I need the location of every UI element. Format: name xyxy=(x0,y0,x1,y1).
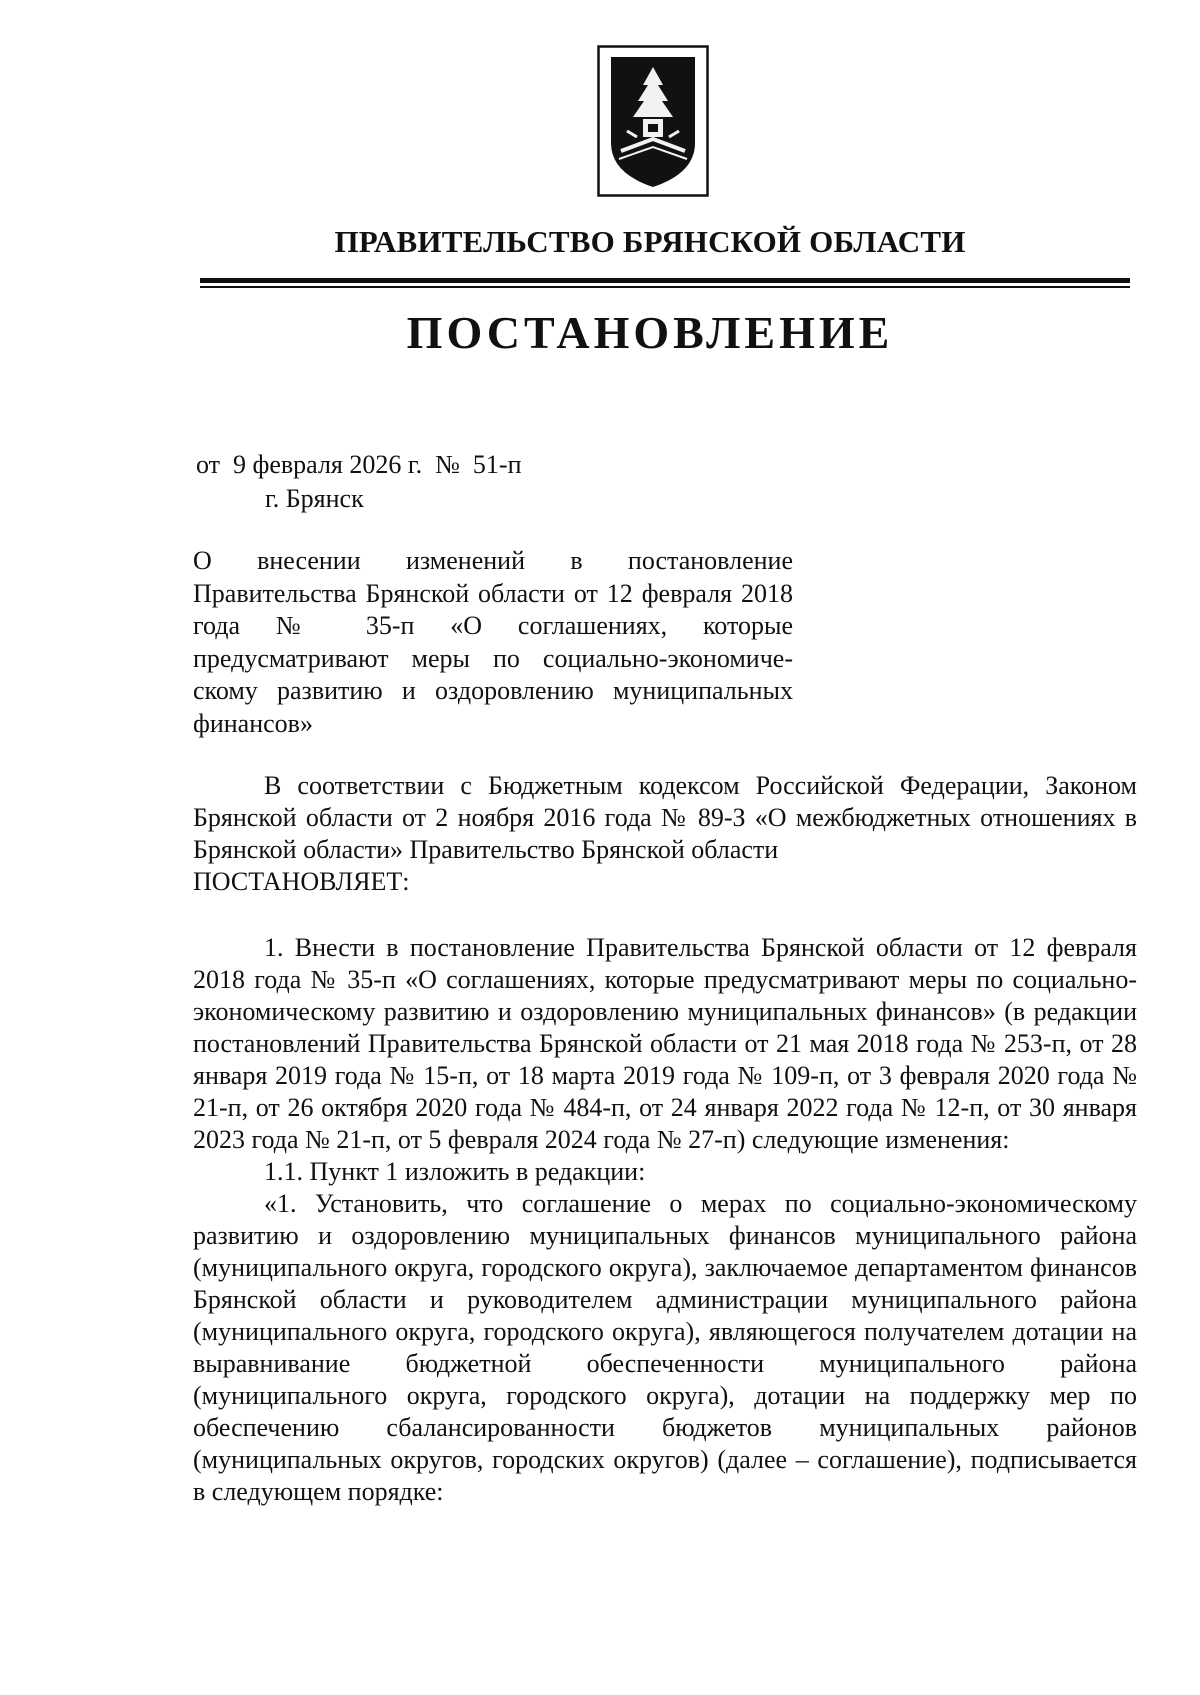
preamble xyxy=(193,770,1137,898)
document-date-number: от 9 февраля 2026 г. № 51-п xyxy=(196,450,522,479)
resolves-word: ПОСТАНОВЛЯЕТ: xyxy=(193,867,410,896)
clause-1-text: «1. Установить, что соглашение о мерах по социально-экономическому развитию и оздоровлению муниципальных финансов муниципального района (муниципального округа, городского округа), заключаемое департаментом финансов Брянской области и руководителем администрации муниципального района (муниципального округа, городского округа), являющегося получателем дотации на выравнивание бюджетной обеспеченности муниципального района (муниципального округа, городского округа), дотации на поддержку мер по обеспечению сбалансированности бюджетов муниципальных районов (муниципальных округов, городских округов) (далее – соглашение), подписывается в следующем порядке: xyxy=(193,1189,1137,1506)
preamble-text: В соответствии с Бюджетным кодексом Российской Федерации, Законом Брянской области от 2 ноября 2016 года № 89-З «О межбюджетных отношениях в Брянской области» Правительство Брянской области xyxy=(193,771,1137,864)
coat-of-arms-icon xyxy=(597,45,709,197)
clause-1: 1. Внести в постановление Правительства Брянской области от 12 февраля 2018 года № 35-п «О соглашениях, которые предусматривают меры по социально-экономическому развитию и оздоровлению муниципальных финансов» (в редакции постановлений Правительства Брянской области от 21 мая 2018 года № 253-п, от 28 января 2019 года № 15-п, от 18 марта 2019 года № 109-п, от 3 февраля 2020 года № 21-п, от 26 октября 2020 года № 484-п, от 24 января 2022 года № 12-п, от 30 января 2023 года № 21-п, от 5 февраля 2024 года № 27-п) следующие изменения: xyxy=(193,933,1137,1154)
document-subject: О внесении изменений в постановление Правительства Брянской области от 12 февраля 2018 года № 35-п «О соглашениях, которые предусматривают меры по социально-экономическому развитию и оздоровлению муниципальных финансов» xyxy=(193,546,793,738)
document-city: г. Брянск xyxy=(265,484,364,513)
header-divider-thin xyxy=(200,286,1130,288)
document-type-title: ПОСТАНОВЛЕНИЕ xyxy=(406,307,894,358)
header-divider xyxy=(200,278,1130,283)
clause-1-1: 1.1. Пункт 1 изложить в редакции: xyxy=(264,1157,646,1186)
clauses xyxy=(193,932,1137,1508)
government-title: ПРАВИТЕЛЬСТВО БРЯНСКОЙ ОБЛАСТИ xyxy=(334,224,966,259)
